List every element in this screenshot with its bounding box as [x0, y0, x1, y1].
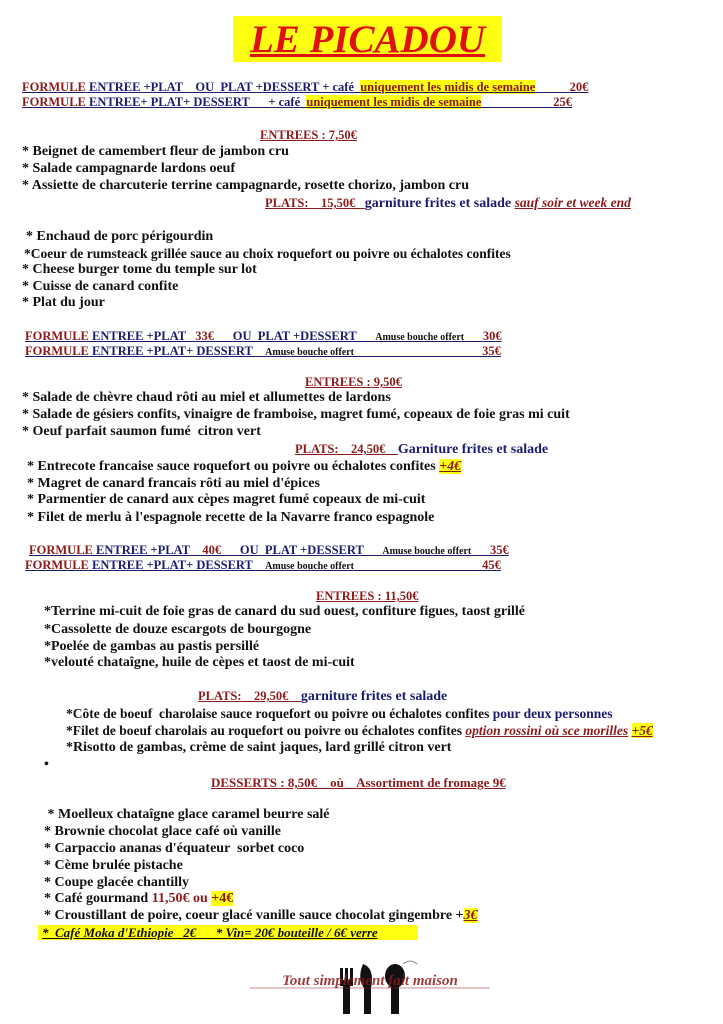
formule-text: ENTREE +PLAT OU PLAT +DESSERT + café	[85, 80, 361, 94]
item-price: 11,50€ ou	[151, 891, 212, 906]
menu-item: * Salade de chèvre chaud rôti au miel et allumettes de lardons	[22, 390, 391, 405]
menu-item: * Oeuf parfait saumon fumé citron vert	[22, 424, 261, 439]
dessert-item	[44, 909, 478, 923]
item-text: *Filet de boeuf charolais au roquefort ou poivre ou échalotes confites	[66, 723, 466, 738]
plats-price: PLATS: 24,50€	[295, 442, 398, 456]
formule-text: ENTREE+ PLAT+ DESSERT + café	[85, 95, 307, 109]
formule-text: OU PLAT +DESSERT	[221, 543, 383, 557]
spacer	[481, 95, 553, 109]
formule-line	[25, 559, 501, 572]
menu-item: * Cuisse de canard confite	[22, 279, 179, 294]
section-desserts-title: DESSERTS : 8,50€ où Assortiment de fromage 9€	[211, 775, 506, 790]
formule-text: ENTREE +PLAT	[88, 329, 196, 343]
plats-price: PLATS: 29,50€	[198, 689, 301, 703]
plats-note: garniture frites et salade	[364, 196, 515, 211]
item-supplement: +4€	[211, 891, 234, 906]
formule-label: FORMULE	[25, 344, 89, 358]
drinks-line: * Café Moka d'Ethiopie 2€ * Vin= 20€ bouteille / 6€ verre	[38, 925, 418, 940]
section-entrees-title: ENTREES : 11,50€	[316, 589, 419, 603]
item-text: * Entrecote francaise sauce roquefort ou poivre ou échalotes confites	[27, 459, 440, 474]
formule-label: FORMULE	[25, 329, 89, 343]
section-entrees-title: ENTREES : 7,50€	[260, 128, 357, 142]
menu-item: *Coeur de rumsteack grillée sauce au choix roquefort ou poivre ou échalotes confites	[24, 246, 511, 261]
formule-price: 35€	[482, 344, 501, 358]
spacer	[354, 344, 482, 358]
formule-note: Amuse bouche offert	[382, 546, 472, 557]
menu-item: *Poelée de gambas au pastis persillé	[44, 639, 260, 654]
dessert-item	[44, 892, 233, 906]
section-plats-title	[265, 196, 631, 211]
menu-item: * Beignet de camembert fleur de jambon cru	[22, 144, 289, 159]
plats-note: garniture frites et salade	[300, 689, 448, 704]
formule-label: FORMULE	[22, 95, 86, 109]
menu-item	[66, 707, 613, 721]
fait-maison-logo	[245, 958, 495, 1018]
item-supplement: +5€	[631, 723, 653, 738]
formule-line	[25, 345, 501, 358]
formule-note: uniquement les midis de semaine	[306, 95, 482, 109]
formule-line	[29, 544, 509, 557]
section-entrees-title: ENTREES : 9,50€	[305, 375, 402, 389]
bullet: •	[44, 757, 49, 772]
formule-price: 35€	[489, 543, 509, 557]
formule-line	[22, 96, 572, 109]
spacer	[464, 329, 483, 343]
menu-item: *Terrine mi-cuit de foie gras de canard du sud ouest, confiture figues, taost grillé	[44, 604, 526, 619]
formule-label: FORMULE	[25, 558, 89, 572]
formule-note: uniquement les midis de semaine	[360, 80, 536, 94]
plats-restriction: sauf soir et week end	[514, 195, 631, 210]
menu-item: * Plat du jour	[22, 295, 105, 310]
spacer	[354, 558, 482, 572]
dessert-item: * Coupe glacée chantilly	[44, 875, 190, 890]
menu-item: *velouté chataîgne, huile de cèpes et taost de mi-cuit	[44, 655, 355, 670]
menu-item: *Risotto de gambas, crème de saint jaques, lard grillé citron vert	[66, 740, 452, 755]
dessert-item: * Carpaccio ananas d'équateur sorbet coco	[44, 841, 305, 856]
dessert-item: * Moelleux chataîgne glace caramel beurre salé	[44, 807, 330, 822]
formule-text: ENTREE +PLAT+ DESSERT	[88, 344, 266, 358]
spacer	[471, 543, 490, 557]
item-text: * Café gourmand	[44, 891, 152, 906]
formule-text: OU PLAT +DESSERT	[213, 329, 376, 343]
menu-item: * Salade campagnarde lardons oeuf	[22, 161, 236, 176]
dessert-item: * Brownie chocolat glace café où vanille	[44, 824, 281, 839]
formule-line	[22, 81, 588, 94]
menu-item: * Assiette de charcuterie terrine campagnarde, rosette chorizo, jambon cru	[22, 178, 469, 193]
spacer	[535, 80, 569, 94]
menu-item: * Enchaud de porc périgourdin	[26, 229, 214, 244]
formule-price: 20€	[569, 80, 589, 94]
formule-price: 30€	[482, 329, 502, 343]
restaurant-title: LE PICADOU	[233, 16, 502, 62]
plats-note: Garniture frites et salade	[397, 442, 549, 457]
item-supplement: +4€	[439, 459, 462, 474]
formule-price: 25€	[553, 95, 573, 109]
menu-item	[27, 460, 461, 474]
item-note: pour deux personnes	[492, 706, 613, 721]
formule-text: ENTREE +PLAT+ DESSERT	[88, 558, 266, 572]
plats-price: PLATS: 15,50€	[265, 196, 365, 210]
section-plats-title	[295, 443, 548, 457]
logo-text: Tout simplement fait maison	[282, 973, 458, 989]
formule-price: 40€	[202, 543, 222, 557]
formule-price: 33€	[195, 329, 214, 343]
formule-note: Amuse bouche offert	[265, 561, 355, 572]
item-supplement: 3€	[463, 908, 478, 923]
formule-note: Amuse bouche offert	[375, 332, 465, 343]
menu-item: * Parmentier de canard aux cèpes magret fumé copeaux de mi-cuit	[27, 492, 426, 507]
formule-line	[25, 330, 502, 343]
formule-price: 45€	[482, 558, 501, 572]
formule-text: ENTREE +PLAT	[92, 543, 203, 557]
menu-item: * Salade de gésiers confits, vinaigre de framboise, magret fumé, copeaux de foie gras mi cuit	[22, 407, 570, 422]
menu-item	[66, 724, 653, 738]
formule-note: Amuse bouche offert	[265, 347, 355, 358]
item-text: *Côte de boeuf charolaise sauce roquefort ou poivre ou échalotes confites	[66, 706, 493, 721]
menu-item: *Cassolette de douze escargots de bourgogne	[44, 622, 312, 637]
item-text: * Croustillant de poire, coeur glacé vanille sauce chocolat gingembre +	[44, 908, 464, 923]
item-option: option rossini où sce morilles	[465, 723, 629, 738]
formule-label: FORMULE	[22, 80, 86, 94]
menu-item: * Filet de merlu à l'espagnole recette de la Navarre franco espagnole	[27, 510, 435, 525]
menu-item: * Magret de canard francais rôti au miel d'épices	[27, 476, 320, 491]
formule-label: FORMULE	[29, 543, 93, 557]
section-plats-title	[198, 690, 447, 704]
menu-item: * Cheese burger tome du temple sur lot	[22, 262, 257, 277]
dessert-item: * Cème brulée pistache	[44, 858, 183, 873]
